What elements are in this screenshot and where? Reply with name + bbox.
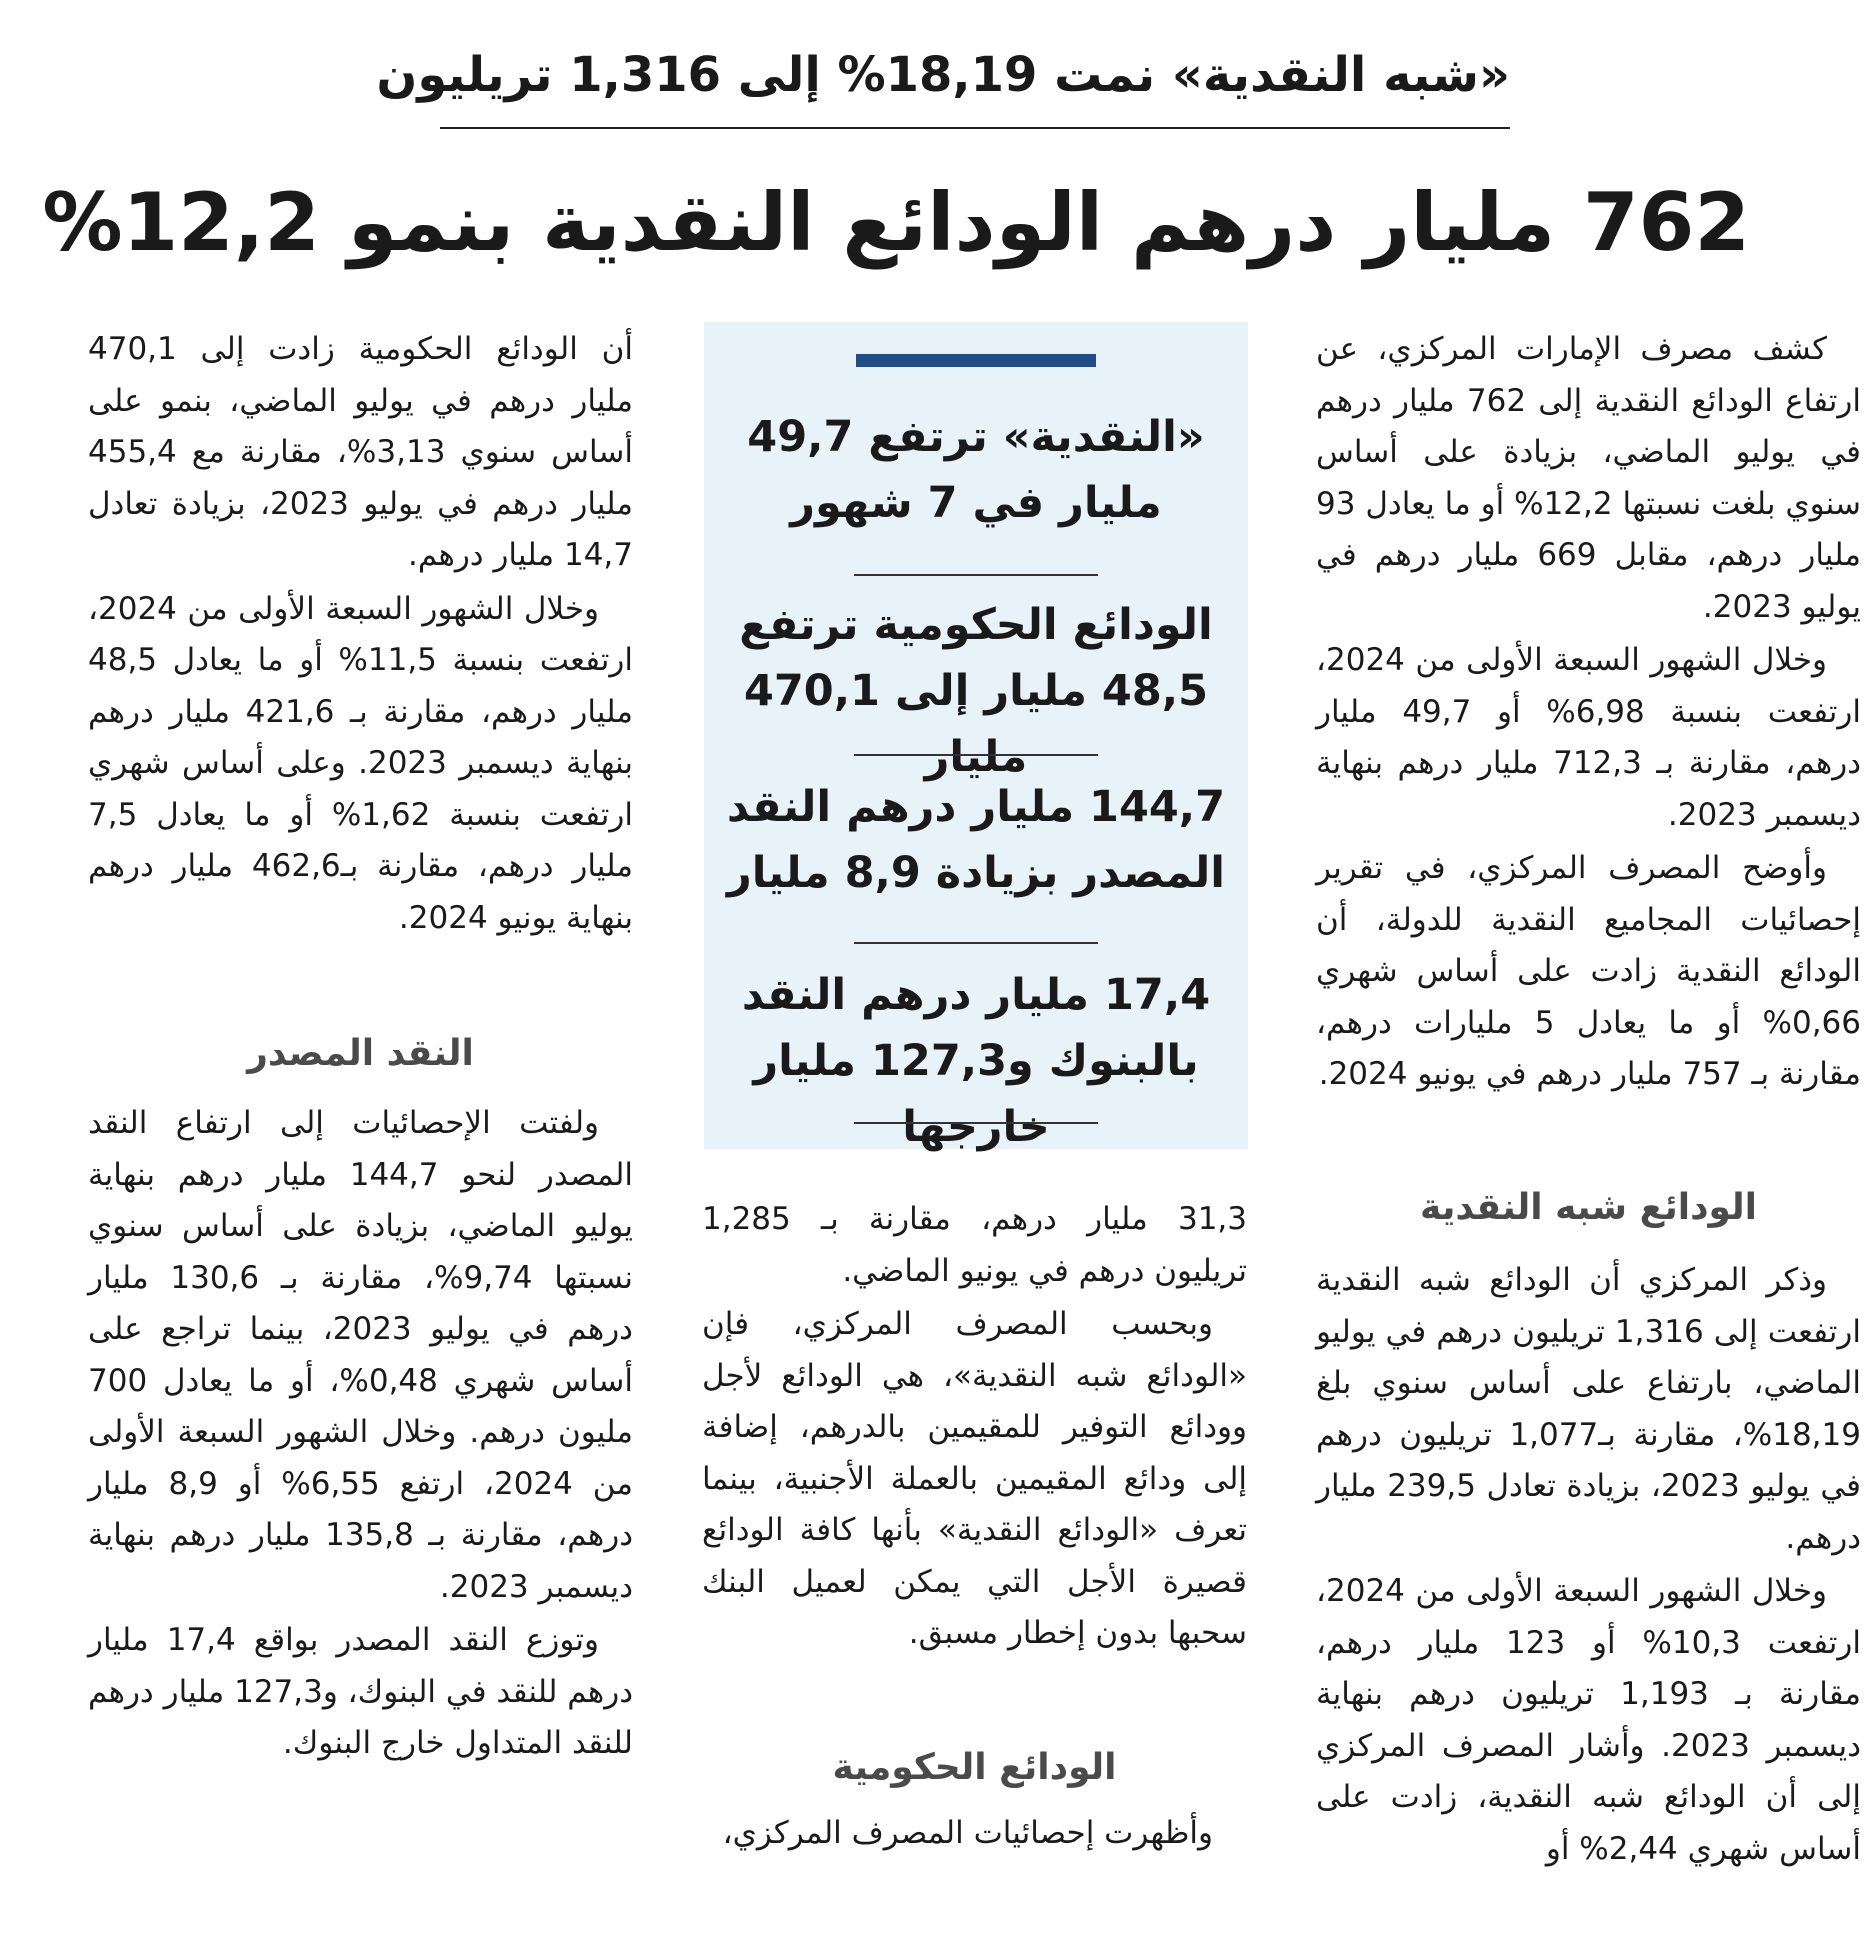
accent-bar xyxy=(856,354,1096,367)
paragraph: كشف مصرف الإمارات المركزي، عن ارتفاع الودائع النقدية إلى 762 مليار درهم في يوليو الماضي، بزيادة على أساس سنوي بلغت نسبتها 12,2% أو ما يعادل 93 مليار درهم، مقابل 669 مليار درهم في يوليو 2023. xyxy=(1316,331,1861,625)
subhead-quasi-money: الودائع شبه النقدية xyxy=(1420,1187,1757,1228)
paragraph: وتوزع النقد المصدر بواقع 17,4 مليار درهم للنقد في البنوك، و127,3 مليار درهم للنقد المتداول خارج البنوك. xyxy=(87,1622,633,1761)
paragraph: وخلال الشهور السبعة الأولى من 2024، ارتفعت بنسبة 6,98% أو 49,7 مليار درهم، مقارنة بـ 712,3 مليار درهم بنهاية ديسمبر 2023. xyxy=(1316,642,1862,833)
paragraph: وأوضح المصرف المركزي، في تقرير إحصائيات المجاميع النقدية للدولة، أن الودائع النقدية زادت على أساس شهري 0,66% أو ما يعادل 5 مليارات درهم، مقارنة بـ 757 مليار درهم في يونيو 2024. xyxy=(1316,850,1861,1092)
paragraph: وبحسب المصرف المركزي، فإن «الودائع شبه النقدية»، هي الودائع لأجل وودائع التوفير للمقيمين بالدرهم، إضافة إلى ودائع المقيمين بالعملة الأجنبية، بينما تعرف «الودائع النقدية» بأنها كافة الودائع قصيرة الأجل التي يمكن لعميل البنك سحبها بدون إخطار مسبق. xyxy=(702,1306,1247,1651)
kicker-rule xyxy=(440,127,1510,129)
column-right-lower xyxy=(1316,1255,1861,1877)
divider xyxy=(854,1122,1098,1124)
paragraph: 31,3 مليار درهم، مقارنة بـ 1,285 تريليون درهم في يونيو الماضي. xyxy=(702,1201,1247,1289)
paragraph: وخلال الشهور السبعة الأولى من 2024، ارتفعت بنسبة 11,5% أو ما يعادل 48,5 مليار درهم، مقارنة بـ 421,6 مليار درهم بنهاية ديسمبر 2023. وعلى أساس شهري ارتفعت بنسبة 1,62% أو ما يعادل 7,5 مليار درهم، مقارنة بـ462,6 مليار درهم بنهاية يونيو 2024. xyxy=(88,590,633,936)
column-middle-last xyxy=(702,1808,1247,1862)
highlight-item: «النقدية» ترتفع 49,7 مليار في 7 شهور xyxy=(747,412,1205,528)
headline: 762 مليار درهم الودائع النقدية بنمو 12,2% xyxy=(42,176,1750,269)
divider xyxy=(854,942,1098,944)
paragraph: وذكر المركزي أن الودائع شبه النقدية ارتفعت إلى 1,316 تريليون درهم في يوليو الماضي، بارتفاع على أساس سنوي بلغ 18,19%، مقارنة بـ1,077 تريليون درهم في يوليو 2023، بزيادة تعادل 239,5 مليار درهم. xyxy=(1316,1262,1861,1556)
highlight-item: 144,7 مليار درهم النقد المصدر بزيادة 8,9 مليار xyxy=(726,782,1226,898)
paragraph: وخلال الشهور السبعة الأولى من 2024، ارتفعت 10,3% أو 123 مليار درهم، مقارنة بـ 1,193 تريليون درهم بنهاية ديسمبر 2023. وأشار المصرف المركزي إلى أن الودائع شبه النقدية، زادت على أساس شهري 2,44% أو xyxy=(1316,1573,1862,1867)
divider xyxy=(854,574,1098,576)
divider xyxy=(854,754,1098,756)
column-left-lower xyxy=(88,1098,633,1772)
kicker: «شبه النقدية» نمت 18,19% إلى 1,316 تريليون xyxy=(376,47,1510,103)
paragraph: ولفتت الإحصائيات إلى ارتفاع النقد المصدر لنحو 144,7 مليار درهم بنهاية يوليو الماضي، بزيادة على أساس سنوي نسبتها 9,74%، مقارنة بـ 130,6 مليار درهم في يوليو 2023، بينما تراجع على أساس شهري 0,48%، أو ما يعادل 700 مليون درهم. وخلال الشهور السبعة الأولى من 2024، ارتفع 6,55% أو 8,9 مليار درهم، مقارنة بـ 135,8 مليار درهم بنهاية ديسمبر 2023. xyxy=(88,1105,633,1605)
paragraph: أن الودائع الحكومية زادت إلى 470,1 مليار درهم في يوليو الماضي، بنمو على أساس سنوي 3,13%، مقارنة مع 455,4 مليار درهم في يوليو 2023، بزيادة تعادل 14,7 مليار درهم. xyxy=(88,331,634,573)
column-left xyxy=(88,324,633,946)
highlights-box xyxy=(704,322,1248,1152)
paragraph: وأظهرت إحصائيات المصرف المركزي، xyxy=(722,1815,1213,1851)
subhead-government-deposits: الودائع الحكومية xyxy=(832,1747,1117,1788)
column-middle xyxy=(702,1194,1247,1662)
highlight-item: الودائع الحكومية ترتفع 48,5 مليار إلى 470,1 مليار xyxy=(739,600,1213,782)
subhead-currency-issued: النقد المصدر xyxy=(247,1033,474,1074)
highlight-item: 17,4 مليار درهم النقد بالبنوك و127,3 مليار خارجها xyxy=(741,970,1211,1152)
column-right xyxy=(1316,324,1861,1103)
